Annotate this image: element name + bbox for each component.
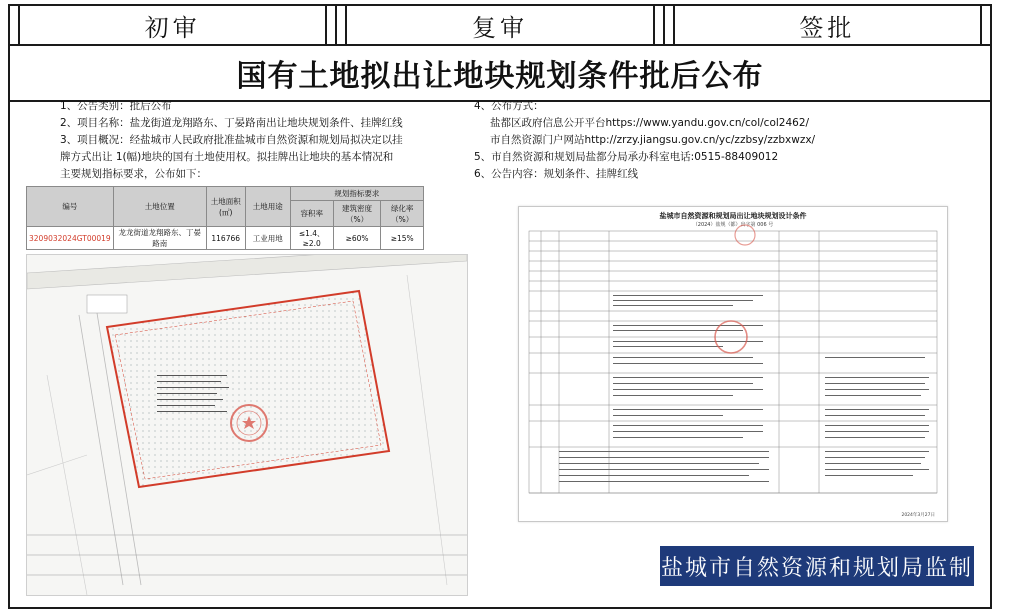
notice-line: 3、项目概况：经盐城市人民政府批准盐城市自然资源和规划局拟决定以挂 bbox=[60, 134, 403, 146]
approval-cell-sign-off bbox=[665, 6, 990, 44]
notice-line: 牌方式出让 1(幅)地块的国有土地使用权。拟挂牌出让地块的基本情况和 bbox=[60, 151, 394, 163]
map-drawing bbox=[27, 255, 467, 595]
table-header: 绿化率（%） bbox=[381, 201, 424, 227]
table-header: 容积率 bbox=[290, 201, 333, 227]
notice-line: 市自然资源门户网站http://zrzy.jiangsu.gov.cn/yc/zzbsy/zzbxwzx/ bbox=[490, 134, 816, 146]
notice-line: 2、项目名称：盐龙街道龙翔路东、丁晏路南出让地块规划条件、挂牌红线 bbox=[60, 117, 403, 129]
document-date: 2024年3月27日 bbox=[901, 513, 935, 518]
table-cell: 龙龙街道龙翔路东、丁晏路南 bbox=[113, 227, 206, 250]
notice-line: 主要规划指标要求，公布如下： bbox=[60, 168, 207, 180]
table-header: 土地用途 bbox=[245, 187, 290, 227]
table-header: 建筑密度（%） bbox=[333, 201, 381, 227]
table-header: 土地面积(㎡) bbox=[206, 187, 245, 227]
notice-right-text bbox=[474, 98, 974, 183]
table-cell: ≥60% bbox=[333, 227, 381, 250]
document-table-drawing bbox=[519, 207, 947, 521]
table-cell: ≥15% bbox=[381, 227, 424, 250]
first-review-label: 初审 bbox=[144, 13, 201, 42]
notice-line: 1、公告类别：批后公布 bbox=[60, 100, 172, 112]
notice-line: 6、公告内容：规划条件、挂牌红线 bbox=[474, 168, 639, 180]
issuer-banner-text: 盐城市自然资源和规划局监制 bbox=[660, 555, 973, 581]
document-title: 盐城市自然资源和规划局出让地块规划设计条件 bbox=[659, 212, 807, 220]
second-review-label: 复审 bbox=[471, 13, 528, 42]
sign-off-label: 签批 bbox=[799, 13, 856, 42]
page-title: 国有土地拟出让地块规划条件批后公布 bbox=[236, 59, 764, 94]
table-cell-code: 3209032024GT00019 bbox=[27, 227, 114, 250]
parcel-red-line-map bbox=[26, 254, 468, 596]
approval-header bbox=[10, 6, 990, 46]
table-cell: 116766 bbox=[206, 227, 245, 250]
notice-left-text bbox=[60, 98, 460, 183]
parcel-boundary bbox=[107, 291, 389, 487]
parcel-info-table bbox=[26, 186, 424, 250]
table-cell: 工业用地 bbox=[245, 227, 290, 250]
planning-conditions-document bbox=[518, 206, 948, 522]
table-header: 编号 bbox=[27, 187, 114, 227]
title-row bbox=[10, 46, 990, 102]
document-number: （2024）盐规（都）出字第 006 号 bbox=[692, 222, 774, 228]
issuer-banner bbox=[660, 546, 974, 586]
table-header: 土地位置 bbox=[113, 187, 206, 227]
notice-line: 4、公布方式： bbox=[474, 100, 544, 112]
approval-cell-second-review bbox=[337, 6, 664, 44]
notice-line: 5、市自然资源和规划局盐都分局承办科室电话:0515-88409012 bbox=[474, 151, 779, 163]
approval-cell-first-review bbox=[10, 6, 337, 44]
table-group-header: 规划指标要求 bbox=[290, 187, 423, 201]
table-cell: ≤1.4、≥2.0 bbox=[290, 227, 333, 250]
notice-line: 盐都区政府信息公开平台https://www.yandu.gov.cn/col/col2462/ bbox=[490, 117, 810, 129]
